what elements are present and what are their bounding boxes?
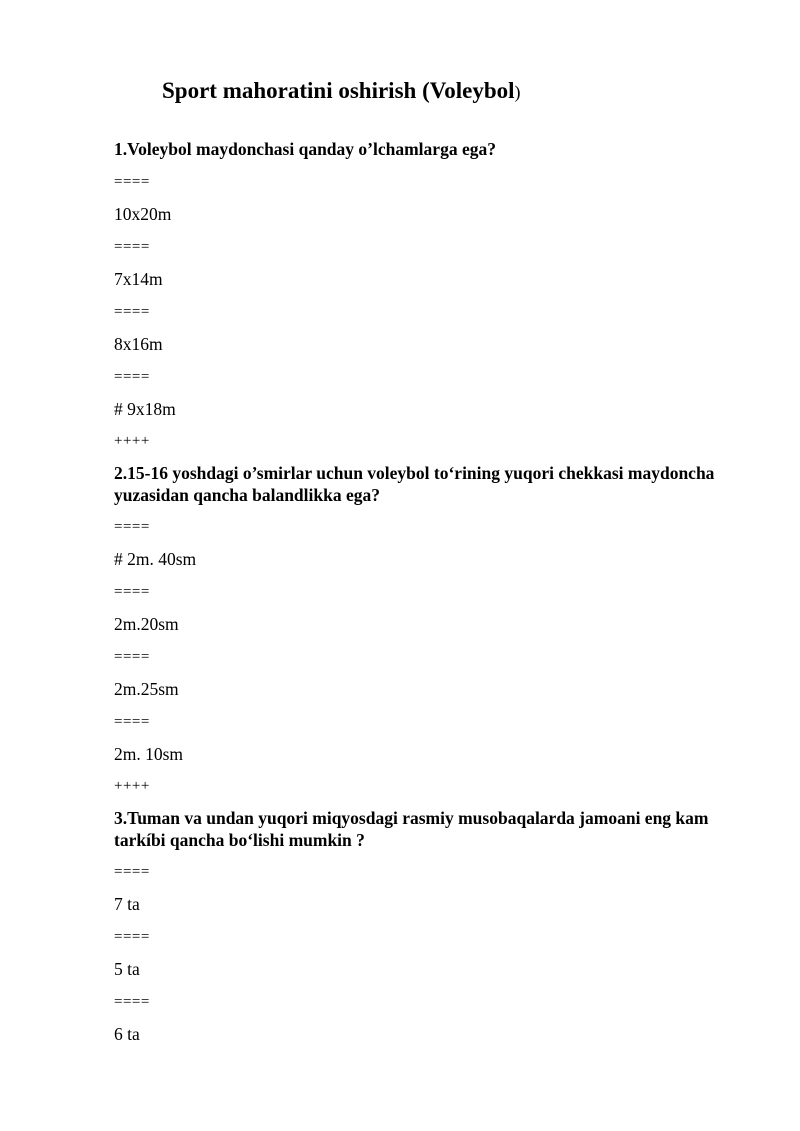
- question-1-separator-3: ====: [114, 304, 150, 320]
- question-2-separator-4: ====: [114, 714, 150, 730]
- question-3-option-3: 6 ta: [114, 1024, 140, 1044]
- question-1-end-marker: ++++: [114, 433, 150, 449]
- question-3-option-2: 5 ta: [114, 959, 140, 979]
- question-1-option-4: # 9x18m: [114, 399, 176, 419]
- question-3-separator-3: ====: [114, 994, 150, 1010]
- question-1-option-3: 8x16m: [114, 334, 163, 354]
- question-2-option-2: 2m.20sm: [114, 614, 179, 634]
- question-1-option-1: 10x20m: [114, 204, 172, 224]
- page-title: [162, 76, 521, 107]
- title-paren: ): [514, 82, 521, 102]
- question-1-separator-1: ====: [114, 174, 150, 190]
- question-2-option-4: 2m. 10sm: [114, 744, 184, 764]
- question-2-end-marker: ++++: [114, 778, 150, 794]
- question-1-text: 1.Voleybol maydonchasi qanday o’lchamlarga ega?: [114, 139, 496, 159]
- question-2-text: 2.15-16 yoshdagi o’smirlar uchun voleybol to‘rining yuqori chekkasi maydoncha yuzasidan qancha balandlikka ega?: [114, 463, 715, 505]
- question-3-separator-1: ====: [114, 864, 150, 880]
- question-1-separator-2: ====: [114, 239, 150, 255]
- question-2-option-3: 2m.25sm: [114, 679, 179, 699]
- question-3-separator-2: ====: [114, 929, 150, 945]
- question-2-separator-3: ====: [114, 649, 150, 665]
- question-2-separator-2: ====: [114, 584, 150, 600]
- question-2-separator-1: ====: [114, 519, 150, 535]
- title-text: Sport mahoratini oshirish (Voleybol: [162, 78, 515, 103]
- question-1-separator-4: ====: [114, 369, 150, 385]
- question-3-text: 3.Tuman va undan yuqori miqyosdagi rasmiy musobaqalarda jamoani eng kam tarkíbi qancha bo‘lishi mumkin ?: [114, 808, 709, 850]
- question-1-option-2: 7x14m: [114, 269, 163, 289]
- question-2-option-1: # 2m. 40sm: [114, 549, 197, 569]
- question-3-option-1: 7 ta: [114, 894, 140, 914]
